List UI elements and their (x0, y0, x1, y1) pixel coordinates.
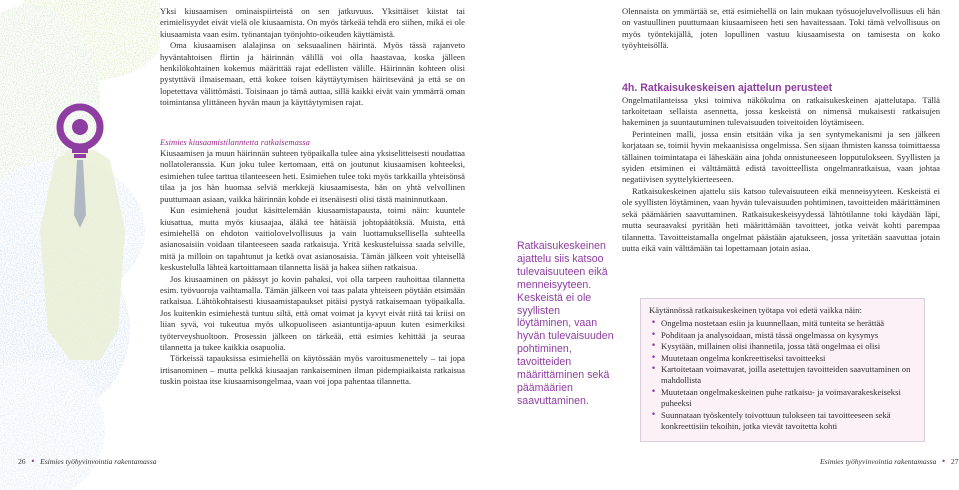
right-column (622, 6, 940, 254)
left-column (160, 6, 465, 388)
list-item: • Suunnataan työskentely toivottuun tulokseen tai tavoitteeseen sekä konkreettisiin tekoihin, jotka vievät tavoitetta kohti (649, 410, 916, 433)
intro-paragraph: Olennaista on ymmärtää se, että esimiehellä on lain mukaan työsuojeluvelvollisuus eli hän on vastuullinen puuttumaan kiusaamiseen heti sen havaitessaan. Toki tämä velvollisuus on myös työntekijällä, joten lopullinen vastuu kiusaamisesta on tamisesta on koko työyhteisöllä. (622, 6, 940, 51)
box-title: Käytännössä ratkaisukeskeinen työtapa voi edetä vaikka näin: (649, 305, 862, 315)
list-item: • Pohditaan ja analysoidaan, mistä tässä ongelmassa on kysymys (649, 330, 916, 341)
section-heading: 4h. Ratkaisukeskeisen ajattelun perusteet (622, 81, 833, 94)
paragraph: Oma kiusaamisen alalajinsa on seksuaalinen häirintä. Myös tässä rajanveto hyväntahtoisen flirtin ja häirinnän välillä voi olla haastavaa, koska jälleen henkilökohtainen kokemus määrittää rajat edellisten välille. Häirinnän kohteen olisi pystyttävä ilmaisemaan, että kokee toisen käyttäytymisen häiritsevänä ja että se on lopetettava välittömästi. Toisinaan jo tämä auttaa, sillä kaikki eivät vain ymmärrä oman toimintansa ylittäneen hyvän maun ja käyttäytymisen rajat. (160, 40, 465, 108)
list-item: • Kysytään, millainen olisi ihannetila, jossa tätä ongelmaa ei olisi (649, 341, 916, 352)
bullet-icon: • (941, 457, 946, 466)
paragraph: Jos kiusaaminen on päässyt jo kovin pahaksi, voi olla tarpeen rauhoittaa tilannetta esim. työvuoroja vaihtamalla. Tämän jälkeen voi taas palata yhteiseen pöytään etsimään ratkaisua. Lähtökohtaisesti kiusaamistapaukset pitäisi pystyä ratkaisemaan työpaikalla. Jos kuitenkin esimiehestä tuntuu siltä, että omat voimat ja kyvyt eivät riitä tai kriisi on liian syvä, voi tukeutua myös ulkopuoliseen asiantuntija-apuun kuten esimerkiksi työterveyshuoltoon. Prosessin jälkeen on tärkeää, että esimies kehittää ja seuraa tilannetta ja tukee kaikkia osapuolia. (160, 273, 465, 352)
paragraph: Ongelmatilanteissa yksi toimiva näkökulma on ratkaisukeskeinen ajattelutapa. Tällä tarkoitetaan sellaista asennetta, jossa keskeistä on nimensä mukaisesti ratkaisujen hakeminen ja suuntautuminen tulevaisuuden toiveitoiden löytämiseen. (622, 94, 940, 128)
list-item: • Muutetaan ongelmakeskeinen puhe ratkaisu- ja voimavarakeskeiseksi puheeksi (649, 387, 916, 410)
paragraph: Törkeissä tapauksissa esimiehellä on käytössään myös varoitusmenettely – tai jopa irtisanominen – mutta pelkkä kiusaajan rankaiseminen ilman pidempiaikaista ratkaisua tuskin poistaa itse kiusaamisongelmaa, vaan voi jopa pahentaa tilannetta. (160, 353, 465, 387)
list-item: • Ongelma nostetaan esiin ja kuunnellaan, mitä tunteita se herättää (649, 318, 916, 329)
paragraph: Perinteinen malli, jossa ensin etsitään vika ja sen syntymekanismi ja sen jälkeen korjataan se, toimii hyvin mekaanisissa ongelmissa. Sen sijaan ihmisten kanssa toimittaessa tällainen toimintatapa ei läheskään aina johda onnistuneeseen lopputulokseen. Syyllisten ja syiden etsiminen ei välttämättä edistä tavoitteellista ongelmanratkaisua, vaan johtaa negatiivisen syyttelykierteeseen. (622, 128, 940, 185)
bullet-icon: • (30, 457, 36, 466)
subheading: Esimies kiusaamistilanntetta ratkaisemassa (160, 136, 310, 147)
list-item: • Kartoitetaan voimavarat, joilla asetettujen tavoitteiden saavuttaminen on mahdollista (649, 364, 916, 387)
bulb-head-illustration (0, 0, 160, 490)
footer-title: Esimies työhyvinvointia rakentamassa (820, 457, 937, 466)
steps-list (649, 318, 916, 432)
steps-box (640, 298, 925, 442)
page-number: 27 (950, 457, 959, 466)
paragraph: Ratkaisukeskeinen ajattelu siis katsoo tulevaisuuteen eikä menneisyyteen. Keskeistä ei ole syyllisten löytäminen, vaan hyvän tulevaisuuden pohtiminen, tavoitteiden määrittäminen sekä päämäärien saavuttaminen. Ratkaisukeskeisyydessä lähtötilanne toki käydään läpi, mutta seuraavaksi pyritään heti määrittämään tavoitteet, jotka veivät kohti parempaa tilannetta. Tavoitteistamalla ongelmat päästään ajatukseen, jossa yritetään saavuttaa jotain uutta eikä vain välttämään tai lopettamaan jotain asiaa. (622, 185, 940, 253)
page-number: 26 (18, 457, 26, 466)
footer-right (820, 457, 959, 467)
paragraph: Kiusaamisen ja muun häirinnän suhteen työpaikalla tulee aina yksiselitteisesti noudattaa nollatoleranssia. Kun joku tulee kertomaan, että on joutunut kiusaamisen kohteeksi, esimiehen tulee tarttua tilanteeseen heti. Esimiehen tulee toki myös tarkkailla yhteisönsä tilaa ja jos hän huomaa selviä merkkejä kiusaamisesta, hän on yhtä velvollinen puuttumaan asiaan, vaikka häirinnän kohde ei itsenäisesti olisi tästä maininnutkaan. (160, 148, 465, 204)
footer-left (18, 457, 157, 467)
paragraph: Kun esimiehenä joudut käsittelemään kiusaamistapausta, toimi näin: kuuntele kiusattua, mutta myös kiusaajaa, äläkä tee hätäisiä johtopäätöksiä. Muista, että esimiehellä on ehdoton vaitiolovelvollisuus ja vain luottamuksellisella suhteella asianosaisiin voidaan tilanteeseen saada ratkaisuja. Yritä keskusteluissa saada selville, mitä ja milloin on tapahtunut ja ketkä ovat asianosaisia. Tämän jälkeen voit yhteisellä keskustelulla lähteä kartoittamaan tilannetta lisää ja hakea siihen ratkaisua. (160, 205, 465, 273)
footer-title: Esimies työhyvinvointia rakentamassa (40, 457, 157, 466)
list-item: • Muutetaan ongelma konkreettiseksi tavoitteeksi (649, 353, 916, 364)
intro-paragraph: Yksi kiusaamisen ominaispiirteistä on sen jatkuvuus. Yksittäiset kiistat tai erimielisyydet eivät vielä ole kiusaamista. On myös tärkeää tehdä ero siihen, mikä ei ole kiusaamista vaan esim. työnantajan työnjohto-oikeuden käyttämistä. (160, 6, 465, 39)
pull-quote: Ratkaisukeskeinen ajattelu siis katsoo tulevaisuuteen eikä menneisyyteen. Keskeistä ei ole syyllisten löytäminen, vaan hyvän tulevaisuuden pohtiminen, tavoitteiden määrittäminen sekä päämäärien saavuttaminen. (517, 240, 614, 407)
